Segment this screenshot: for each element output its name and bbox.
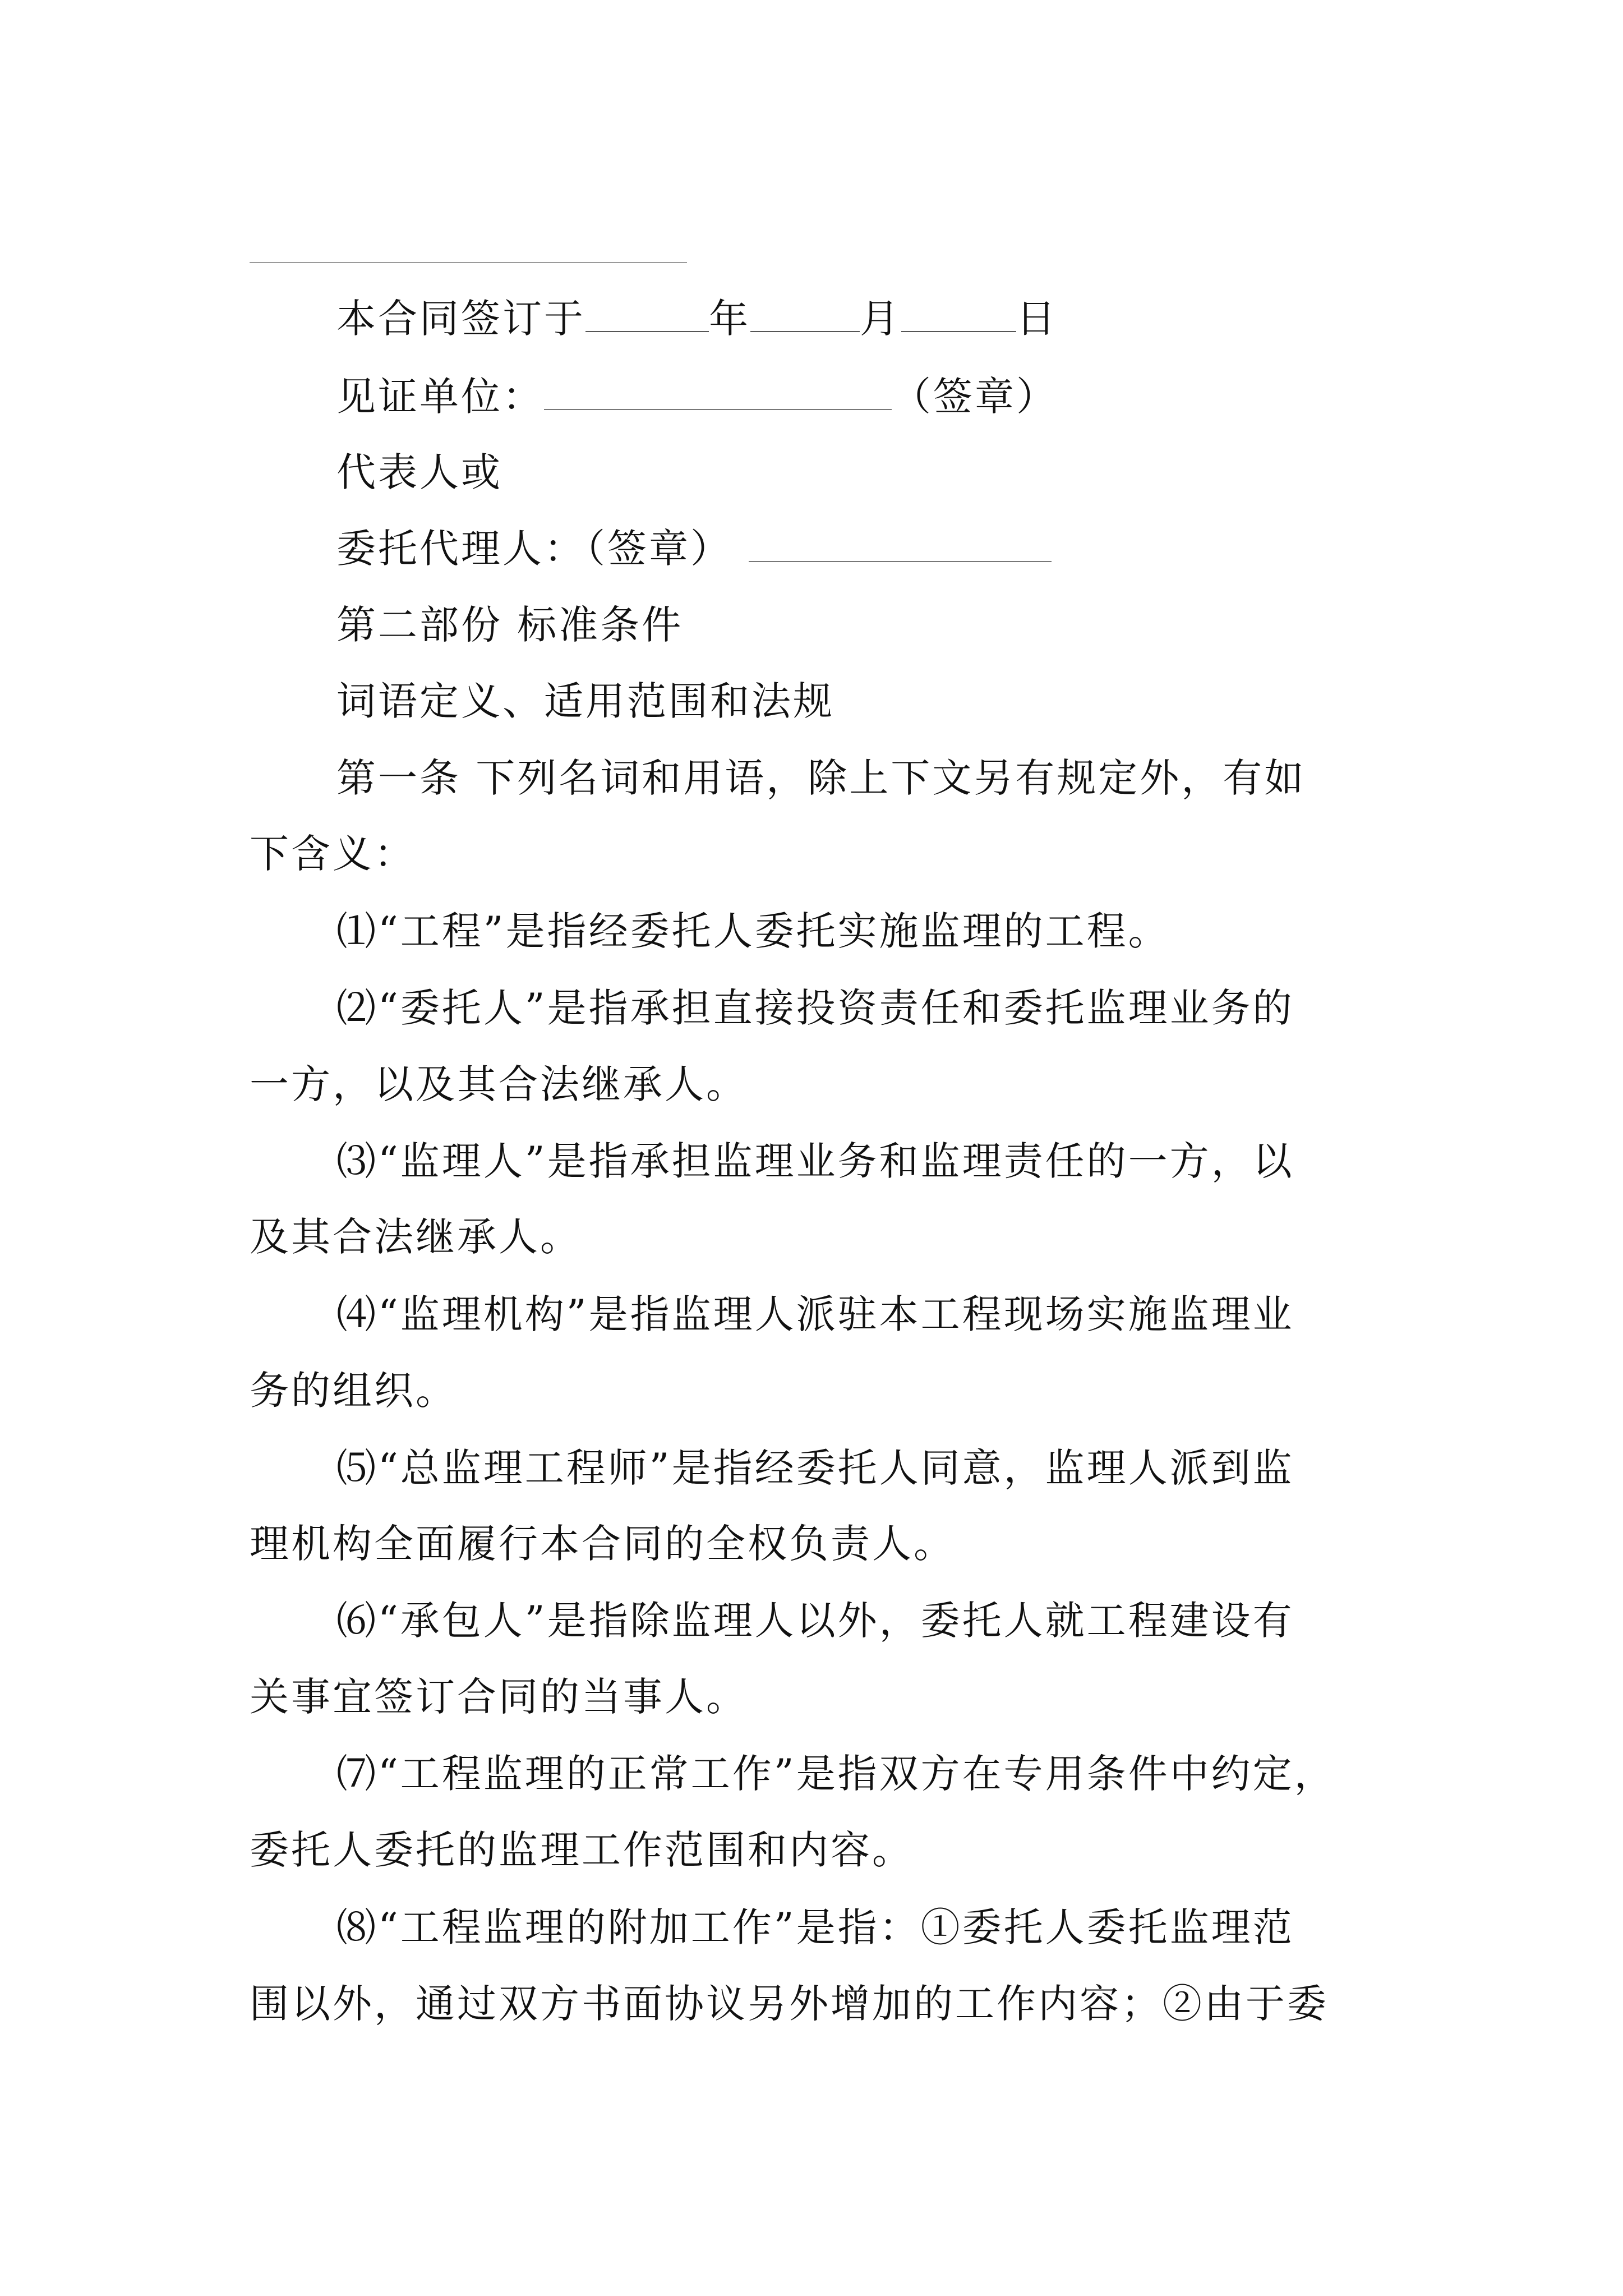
day-blank bbox=[901, 296, 1016, 332]
item7-line2: 委托人委托的监理工作范围和内容。 bbox=[250, 1827, 914, 1873]
agent-line bbox=[336, 526, 1052, 571]
item2-line2: 一方，以及其合法继承人。 bbox=[250, 1061, 748, 1107]
item7-line1: ⑺“工程监理的正常工作”是指双方在专用条件中约定， bbox=[336, 1751, 1336, 1797]
agent-label: 委托代理人：（签章） bbox=[336, 526, 732, 572]
item6-line2: 关事宜签订合同的当事人。 bbox=[250, 1674, 748, 1720]
part-title: 第二部份 标准条件 bbox=[336, 602, 684, 648]
year-label: 年 bbox=[709, 296, 750, 342]
agent-blank bbox=[749, 526, 1052, 562]
signing-date-line bbox=[336, 296, 1058, 341]
item3-line1: ⑶“监理人”是指承担监理业务和监理责任的一方，以 bbox=[336, 1138, 1294, 1184]
item6-line1: ⑹“承包人”是指除监理人以外，委托人就工程建设有 bbox=[336, 1598, 1294, 1644]
signing-prefix: 本合同签订于 bbox=[336, 296, 585, 342]
article1-line1: 第一条 下列名词和用语，除上下文另有规定外，有如 bbox=[336, 755, 1306, 801]
month-blank bbox=[750, 296, 860, 332]
item8-line1: ⑻“工程监理的附加工作”是指：①委托人委托监理范 bbox=[336, 1904, 1294, 1950]
item4-line1: ⑷“监理机构”是指监理人派驻本工程现场实施监理业 bbox=[336, 1291, 1294, 1337]
witness-seal: （签章） bbox=[892, 374, 1058, 420]
day-label: 日 bbox=[1016, 296, 1058, 342]
witness-blank bbox=[544, 374, 892, 410]
item4-line2: 务的组织。 bbox=[250, 1368, 457, 1414]
item1-line1: ⑴“工程”是指经委托人委托实施监理的工程。 bbox=[336, 908, 1170, 954]
item2-line1: ⑵“委托人”是指承担直接投资责任和委托监理业务的 bbox=[336, 985, 1294, 1031]
item3-line2: 及其合法继承人。 bbox=[250, 1214, 582, 1260]
top-divider bbox=[250, 262, 687, 263]
item8-line2: 围以外，通过双方书面协议另外增加的工作内容；②由于委 bbox=[250, 1981, 1329, 2027]
item5-line2: 理机构全面履行本合同的全权负责人。 bbox=[250, 1521, 955, 1567]
representative-line: 代表人或 bbox=[336, 449, 502, 495]
section-title: 词语定义、适用范围和法规 bbox=[336, 678, 834, 724]
article1-line2: 下含义： bbox=[250, 831, 416, 877]
witness-line bbox=[336, 374, 1058, 419]
year-blank bbox=[585, 296, 709, 332]
month-label: 月 bbox=[860, 296, 901, 342]
witness-label: 见证单位： bbox=[336, 374, 544, 420]
item5-line1: ⑸“总监理工程师”是指经委托人同意，监理人派到监 bbox=[336, 1445, 1294, 1491]
